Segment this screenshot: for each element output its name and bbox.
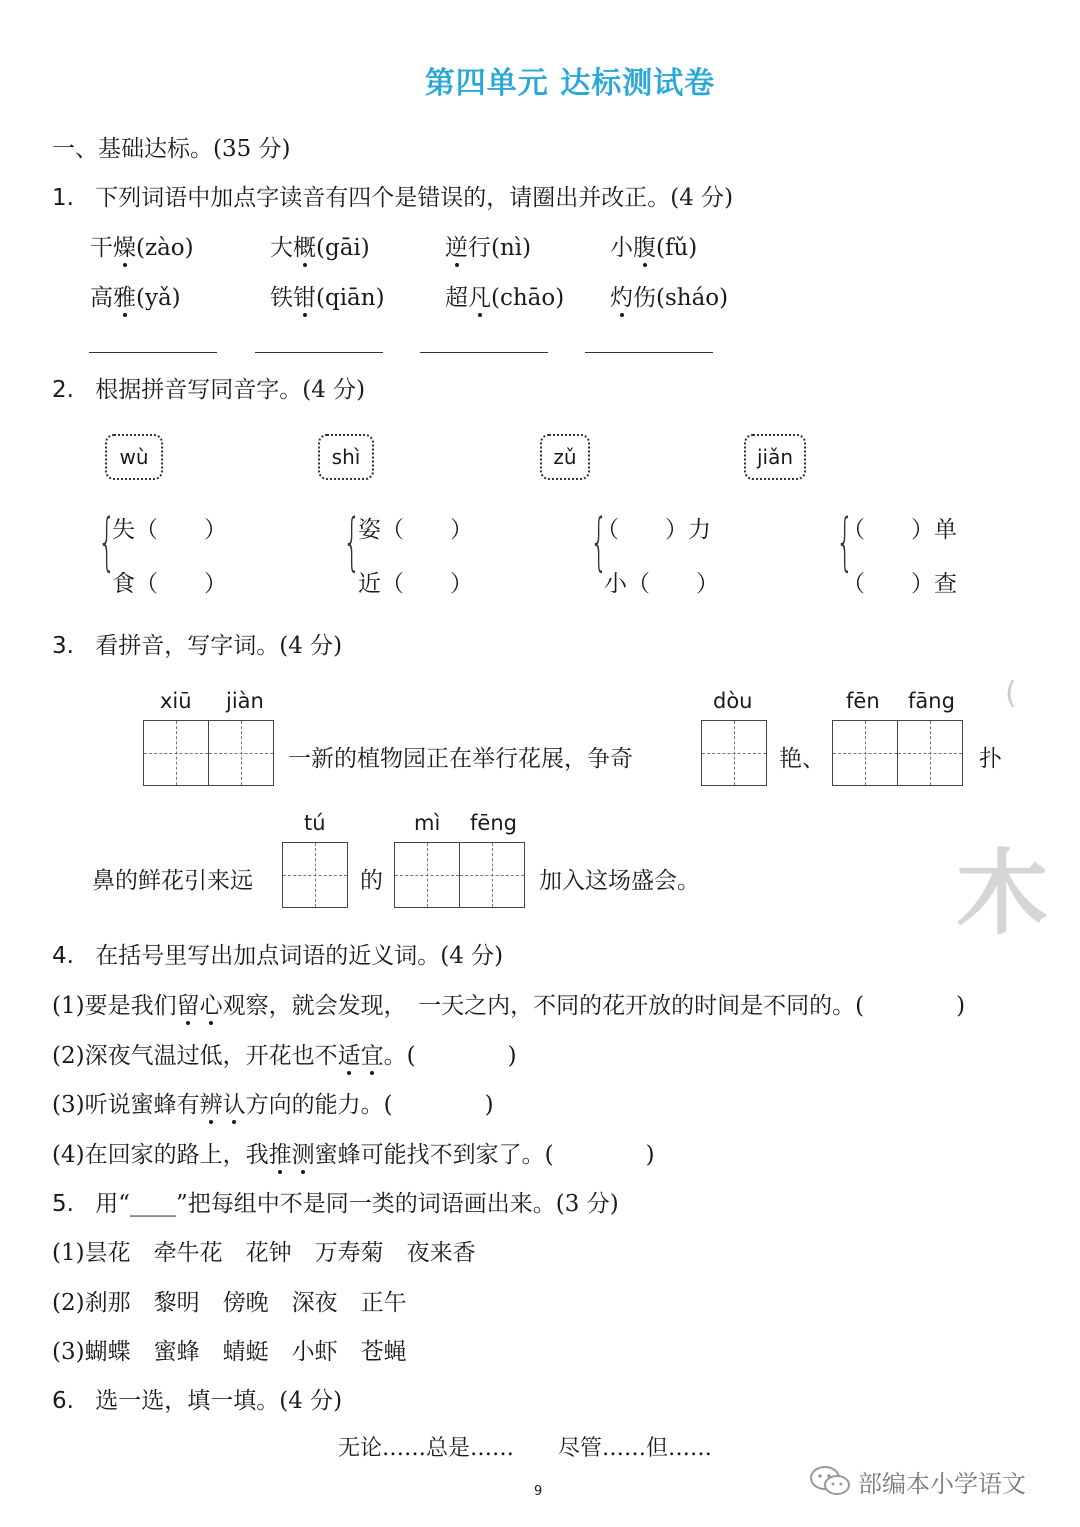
- q1-word-reading: (zào): [136, 235, 194, 261]
- answer-line[interactable]: [89, 352, 217, 353]
- dotted-char: 钳: [293, 285, 316, 311]
- dotted-char: 宜: [360, 1043, 384, 1069]
- pinyin-label: mì: [414, 811, 441, 835]
- homophone-blank[interactable]: （ ）查: [842, 571, 957, 597]
- question-6-text: 选一选，填一填。(4 分): [95, 1388, 343, 1414]
- dotted-word: [177, 993, 223, 1019]
- question-3: [52, 627, 342, 660]
- q1-word-char: 高: [90, 285, 113, 311]
- q1-word-reading: 行(nì): [468, 235, 532, 261]
- faint-glyph-mark: 木: [956, 840, 1049, 947]
- q1-word[interactable]: [90, 279, 181, 312]
- dotted-char: 心: [199, 993, 223, 1019]
- q1-word[interactable]: [270, 279, 385, 312]
- pinyin-label: fēn: [846, 689, 880, 713]
- question-3-number: 3.: [52, 633, 74, 659]
- q4-item[interactable]: [52, 1086, 494, 1119]
- q1-word-char: 小: [610, 235, 633, 261]
- pinyin-label: fēng: [470, 811, 517, 835]
- dotted-char: 留: [176, 993, 200, 1019]
- dotted-char: 燥: [113, 235, 136, 261]
- question-1-text: 下列词语中加点字读音有四个是错误的，请圈出并改正。(4 分): [95, 185, 734, 211]
- page-number: 9: [534, 1484, 543, 1499]
- question-2-number: 2.: [52, 377, 74, 403]
- homophone-blank[interactable]: （ ）力: [596, 517, 711, 543]
- question-5: [52, 1185, 619, 1218]
- brace-icon: {: [590, 505, 608, 578]
- writing-cell[interactable]: [394, 842, 460, 908]
- q5-item[interactable]: (3)蝴蝶 蜜蜂 蜻蜓 小虾 苍蝇: [52, 1339, 407, 1365]
- dotted-char: 概: [293, 235, 316, 261]
- pinyin-label: xiū: [160, 689, 192, 713]
- q4-item-text: (3)听说蜜蜂有: [52, 1092, 200, 1118]
- q1-word[interactable]: [610, 229, 697, 262]
- pinyin-box: zǔ: [540, 434, 590, 480]
- q4-item-text: (2)深夜气温过低，开花也不: [52, 1043, 338, 1069]
- q1-word[interactable]: [610, 279, 728, 312]
- homophone-blank[interactable]: 食（ ）: [112, 571, 227, 597]
- q5-item[interactable]: (1)昙花 牵牛花 花钟 万寿菊 夜来香: [52, 1240, 476, 1266]
- q1-word[interactable]: [445, 229, 531, 262]
- homophone-blank[interactable]: （ ）单: [842, 517, 957, 543]
- question-1-number: 1.: [52, 185, 74, 211]
- question-4-text: 在括号里写出加点词语的近义词。(4 分): [95, 943, 504, 969]
- dotted-char: 适: [337, 1043, 361, 1069]
- pinyin-label: fāng: [908, 689, 955, 713]
- homophone-blank[interactable]: 小（ ）: [604, 571, 719, 597]
- q4-item[interactable]: [52, 1136, 655, 1169]
- q4-item-text: 方向的能力。( ): [245, 1092, 494, 1118]
- q5-item[interactable]: (2)刹那 黎明 傍晚 深夜 正午: [52, 1290, 407, 1316]
- homophone-blank[interactable]: 近（ ）: [358, 571, 473, 597]
- sentence-text: 加入这场盛会。: [539, 868, 700, 894]
- dotted-char: 灼: [610, 285, 633, 311]
- page-title: 第四单元 达标测试卷: [424, 66, 716, 101]
- sentence-text: 鼻的鲜花引来远: [92, 868, 253, 894]
- q1-word-char: 超: [445, 285, 468, 311]
- question-5-number: 5.: [52, 1191, 74, 1217]
- dotted-word: [338, 1043, 384, 1069]
- q1-word-reading: (chāo): [491, 285, 565, 311]
- q4-item[interactable]: [52, 1037, 517, 1070]
- answer-line[interactable]: [420, 352, 548, 353]
- writing-grid: [394, 842, 525, 908]
- homophone-blank[interactable]: 失（ ）: [112, 517, 227, 543]
- dotted-char: 雅: [113, 285, 136, 311]
- writing-cell[interactable]: [282, 842, 348, 908]
- dotted-char: 腹: [633, 235, 656, 261]
- writing-grid: [832, 720, 963, 786]
- writing-cell[interactable]: [143, 720, 209, 786]
- watermark: [808, 1463, 1026, 1499]
- brace-icon: {: [343, 505, 361, 578]
- writing-grid: [701, 720, 767, 786]
- wechat-icon: [808, 1463, 852, 1499]
- q1-word-char: 干: [90, 235, 113, 261]
- pinyin-box: jiǎn: [744, 434, 806, 480]
- sentence-text: 的: [360, 868, 383, 894]
- pinyin-box: shì: [318, 434, 374, 480]
- dotted-char: 凡: [468, 285, 491, 311]
- writing-cell[interactable]: [208, 720, 274, 786]
- q1-word-reading: 伤(sháo): [633, 285, 729, 311]
- q4-item-text: (1)要是我们: [52, 993, 177, 1019]
- question-6: [52, 1382, 342, 1415]
- sentence-text: 扑: [979, 746, 1002, 772]
- dotted-word: [269, 1142, 315, 1168]
- writing-cell[interactable]: [701, 720, 767, 786]
- q1-word[interactable]: [90, 229, 194, 262]
- question-6-number: 6.: [52, 1388, 74, 1414]
- question-3-text: 看拼音，写字词。(4 分): [95, 633, 343, 659]
- q6-options: 无论……总是…… 尽管……但……: [338, 1436, 713, 1461]
- q4-item-text: 观察，就会发现， 一天之内，不同的花开放的时间是不同的。( ): [222, 993, 966, 1019]
- section-heading: 一、基础达标。(35 分): [52, 136, 291, 162]
- sentence-text: 艳、: [779, 746, 825, 772]
- question-2-text: 根据拼音写同音字。(4 分): [95, 377, 366, 403]
- question-5-text: 用“____”把每组中不是同一类的词语画出来。(3 分): [95, 1191, 619, 1217]
- question-4: [52, 937, 503, 970]
- writing-grid: [143, 720, 274, 786]
- q1-word-char: 铁: [270, 285, 293, 311]
- answer-line[interactable]: [585, 352, 713, 353]
- sentence-text: 一新的植物园正在举行花展，争奇: [288, 746, 633, 772]
- writing-cell[interactable]: [459, 842, 525, 908]
- pinyin-label: jiàn: [226, 689, 264, 713]
- writing-cell[interactable]: [832, 720, 898, 786]
- dotted-char: 逆: [445, 235, 468, 261]
- q1-word[interactable]: [445, 279, 564, 312]
- dotted-word: [200, 1092, 246, 1118]
- dotted-char: 认: [222, 1092, 246, 1118]
- watermark-text: 部编本小学语文: [858, 1469, 1026, 1498]
- pinyin-label: tú: [304, 811, 326, 835]
- writing-grid: [282, 842, 348, 908]
- dotted-char: 推: [268, 1142, 292, 1168]
- q4-item[interactable]: [52, 987, 965, 1020]
- question-4-number: 4.: [52, 943, 74, 969]
- q1-word-reading: (qiān): [316, 285, 385, 311]
- dotted-char: 测: [291, 1142, 315, 1168]
- dotted-char: 辨: [199, 1092, 223, 1118]
- question-1: [52, 179, 733, 212]
- edge-mark: (: [1005, 676, 1017, 711]
- q4-item-text: (4)在回家的路上，我: [52, 1142, 269, 1168]
- q1-word-reading: (fǔ): [656, 235, 698, 261]
- q4-item-text: 。( ): [383, 1043, 517, 1069]
- writing-cell[interactable]: [897, 720, 963, 786]
- brace-icon: {: [836, 505, 854, 578]
- q1-word-char: 大: [270, 235, 293, 261]
- pinyin-box: wù: [105, 434, 163, 480]
- pinyin-label: dòu: [713, 689, 753, 713]
- q4-item-text: 蜜蜂可能找不到家了。( ): [314, 1142, 655, 1168]
- question-2: [52, 371, 365, 404]
- homophone-blank[interactable]: 姿（ ）: [358, 517, 473, 543]
- answer-line[interactable]: [255, 352, 383, 353]
- brace-icon: {: [98, 505, 116, 578]
- q1-word[interactable]: [270, 229, 370, 262]
- q1-word-reading: (yǎ): [136, 285, 181, 311]
- q1-word-reading: (gāi): [316, 235, 370, 261]
